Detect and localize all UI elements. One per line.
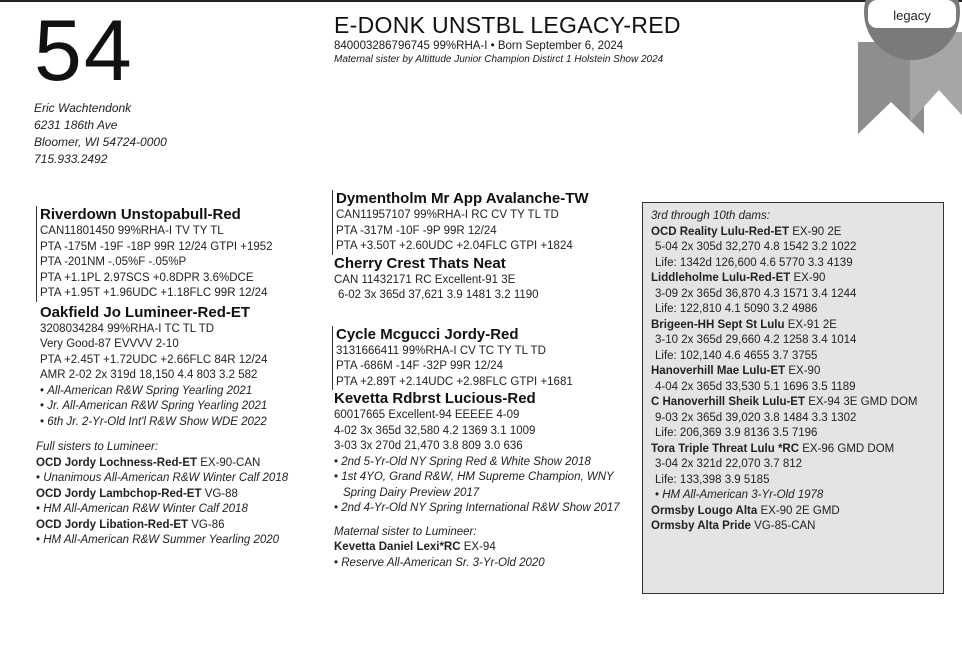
dam-entry [651,395,935,411]
dam-entry-line: 5-04 2x 305d 32,270 4.8 1542 3.2 1022 [655,241,857,253]
dam-entry [651,519,935,535]
second-dam-award: Spring Dairy Preview 2017 [343,486,480,499]
sister-name: OCD Jordy Lambchop-Red-ET [36,487,202,500]
dam-entry-line: 4-04 2x 365d 33,530 5.1 1696 3.5 1189 [655,380,856,393]
dam-sire-line: PTA +2.89T +2.14UDC +2.98FLC GTPI +1681 [336,375,573,388]
animal-header [334,12,681,66]
dam-entry-name: C Hanoverhill Sheik Lulu-ET [651,396,805,408]
full-sisters-heading: Full sisters to Lumineer: [36,441,159,453]
dam-award: • 6th Jr. 2-Yr-Old Int'l R&W Show WDE 2022 [40,415,288,431]
dam-entry [651,364,935,380]
sire-line: CAN11801450 99%RHA-I TV TY TL [40,225,224,237]
sire-line: PTA +1.1PL 2.97SCS +0.8DPR 3.6%DCE [40,271,254,284]
sister-score: VG-86 [191,518,225,531]
top-rule [0,0,962,2]
badge-label: legacy [893,8,931,23]
second-dam-award: • 1st 4YO, Grand R&W, HM Supreme Champion, WNY [334,470,620,486]
dam-award: • Jr. All-American R&W Spring Yearling 2021 [40,399,288,415]
maternal-sister-block [332,525,620,572]
dam-entry-line: 9-03 2x 365d 39,020 3.8 1484 3.3 1302 [655,411,857,424]
grandsire-line: PTA -317M -10F -9P 99R 12/24 [336,224,497,237]
dam-entry-line: 3-10 2x 365d 29,660 4.2 1258 3.4 1014 [655,334,857,346]
dam-entry-name: Ormsby Alta Pride [651,520,751,532]
dam-entry [651,318,935,334]
dam-entry-name: Ormsby Lougo Alta [651,504,758,517]
dam-block [36,304,288,431]
sister-entry [36,487,288,503]
sister-name: OCD Jordy Libation-Red-ET [36,518,189,531]
sister-award: • HM All-American R&W Summer Yearling 2020 [36,533,288,549]
dam-entry [651,504,935,520]
dam-entry-score: EX-94 3E GMD DOM [808,396,918,408]
maternal-grandsire-name: Dymentholm Mr App Avalanche-TW [336,190,589,207]
left-column [36,206,288,549]
dam-entry-award: • HM All-American 3-Yr-Old 1978 [651,488,935,504]
maternal-sister-score: EX-94 [463,541,496,553]
dam-entry-name: OCD Reality Lulu-Red-ET [651,225,790,238]
grandsire-line: PTA +3.50T +2.60UDC +2.04FLC GTPI +1824 [336,240,573,252]
second-dam-line: 60017665 Excellent-94 EEEEE 4-09 [334,409,520,421]
consignor-block [34,100,167,168]
paternal-granddam-name: Cherry Crest Thats Neat [334,254,506,272]
dam-entry [651,225,935,241]
animal-name: E-DONK UNSTBL LEGACY-RED [334,12,681,38]
dam-entry-line: 3-04 2x 321d 22,070 3.7 812 [655,458,803,470]
granddam-line: CAN 11432171 RC Excellent-91 3E [334,273,516,286]
sister-entry [36,456,288,472]
dam-line: 3208034284 99%RHA-I TC TL TD [40,322,215,335]
grandsire-line: CAN11957107 99%RHA-I RC CV TY TL TD [336,209,559,221]
dam-entry-score: VG-85-CAN [754,520,816,532]
second-dam-award: • 2nd 4-Yr-Old NY Spring International R&W Show 2017 [334,501,620,517]
dam-entry-name: Tora Triple Threat Lulu *RC [651,442,800,455]
sister-score: VG-88 [204,487,238,500]
dam-entry-name: Liddleholme Lulu-Red-ET [651,272,791,284]
sister-entry [36,518,288,534]
dam-sire-line: 3131666411 99%RHA-I CV TC TY TL TD [336,344,546,357]
dam-sire-line: PTA -686M -14F -32P 99R 12/24 [336,360,504,372]
consignor-street: 6231 186th Ave [34,118,118,132]
sister-award: • HM All-American R&W Winter Calf 2018 [36,502,288,518]
dam-sire-block [332,326,620,391]
dam-entry-score: EX-90 [793,272,826,284]
sister-award: • Unanimous All-American R&W Winter Calf 2018 [36,471,288,487]
maternal-sister-name: Kevetta Daniel Lexi*RC [334,541,461,553]
sire-line: PTA -201NM -.05%F -.05%P [40,256,187,268]
dam-award: • All-American R&W Spring Yearling 2021 [40,384,288,400]
dam-line: PTA +2.45T +1.72UDC +2.66FLC 84R 12/24 [40,353,268,366]
dam-entry-line: Life: 102,140 4.6 4655 3.7 3755 [655,349,818,362]
maternal-sister-award: • Reserve All-American Sr. 3-Yr-Old 2020 [334,556,620,572]
consignor-name: Eric Wachtendonk [34,101,132,115]
dam-entry-line: Life: 133,398 3.9 5185 [655,473,770,486]
maternal-sister-heading: Maternal sister to Lumineer: [334,525,477,538]
dam-sire-name: Cycle Mcgucci Jordy-Red [336,325,519,343]
dam-entry-score: EX-91 2E [787,318,837,331]
dam-entry-score: EX-90 2E [792,225,842,238]
maternal-sister-entry [334,540,620,556]
dam-entry-line: Life: 1342d 126,600 4.6 5770 3.3 4139 [655,256,853,269]
sire-name: Riverdown Unstopabull-Red [40,206,241,223]
dam-entry-line: Life: 122,810 4.1 5090 3.2 4986 [655,303,818,315]
dam-entry-name: Brigeen-HH Sept St Lulu [651,318,785,331]
dam-entry [651,442,935,458]
second-dam-line: 4-02 3x 365d 32,580 4.2 1369 3.1 1009 [334,424,536,437]
lot-number: 54 [34,3,134,99]
dam-line: AMR 2-02 2x 319d 18,150 4.4 803 3.2 582 [40,369,258,381]
sister-name: OCD Jordy Lochness-Red-ET [36,456,198,469]
second-dam-name: Kevetta Rdbrst Lucious-Red [334,390,536,407]
sire-line: PTA +1.95T +1.96UDC +1.18FLC 99R 12/24 [40,287,268,299]
granddam-line: 6-02 3x 365d 37,621 3.9 1481 3.2 1190 [338,289,539,301]
dam-entry-line: 3-09 2x 365d 36,870 4.3 1571 3.4 1244 [655,287,857,300]
dam-line: Very Good-87 EVVVV 2-10 [40,338,179,350]
paternal-granddam-block [332,255,620,304]
dam-entry-score: EX-90 2E GMD [760,504,840,517]
animal-registration: 840003286796745 99%RHA-I • Born September 6, 2024 [334,40,624,52]
sire-line: PTA -175M -19F -18P 99R 12/24 GTPI +1952 [40,240,273,253]
dam-entry-name: Hanoverhill Mae Lulu-ET [651,365,786,377]
ribbon-badge [840,0,962,154]
dams-heading: 3rd through 10th dams: [651,210,770,222]
consignor-phone: 715.933.2492 [34,152,108,166]
maternal-grandsire-block [332,190,620,255]
dam-entry-line: Life: 206,369 3.9 8136 3.5 7196 [655,427,818,439]
dam-entry-score: EX-96 GMD DOM [802,442,895,455]
full-sisters-block [36,440,288,549]
dam-name: Oakfield Jo Lumineer-Red-ET [40,303,251,321]
consignor-city: Bloomer, WI 54724-0000 [34,135,167,149]
second-dam-line: 3-03 3x 270d 21,470 3.8 809 3.0 636 [334,440,523,452]
dams-box [642,202,944,594]
animal-note: Maternal sister by Altittude Junior Champion Distirct 1 Holstein Show 2024 [334,54,664,65]
dam-entry-score: EX-90 [788,365,821,377]
middle-column [332,190,620,571]
second-dam-block [332,390,620,517]
sire-block [36,206,288,302]
dam-entry [651,271,935,287]
sister-score: EX-90-CAN [200,456,261,469]
second-dam-award: • 2nd 5-Yr-Old NY Spring Red & White Show 2018 [334,455,620,471]
